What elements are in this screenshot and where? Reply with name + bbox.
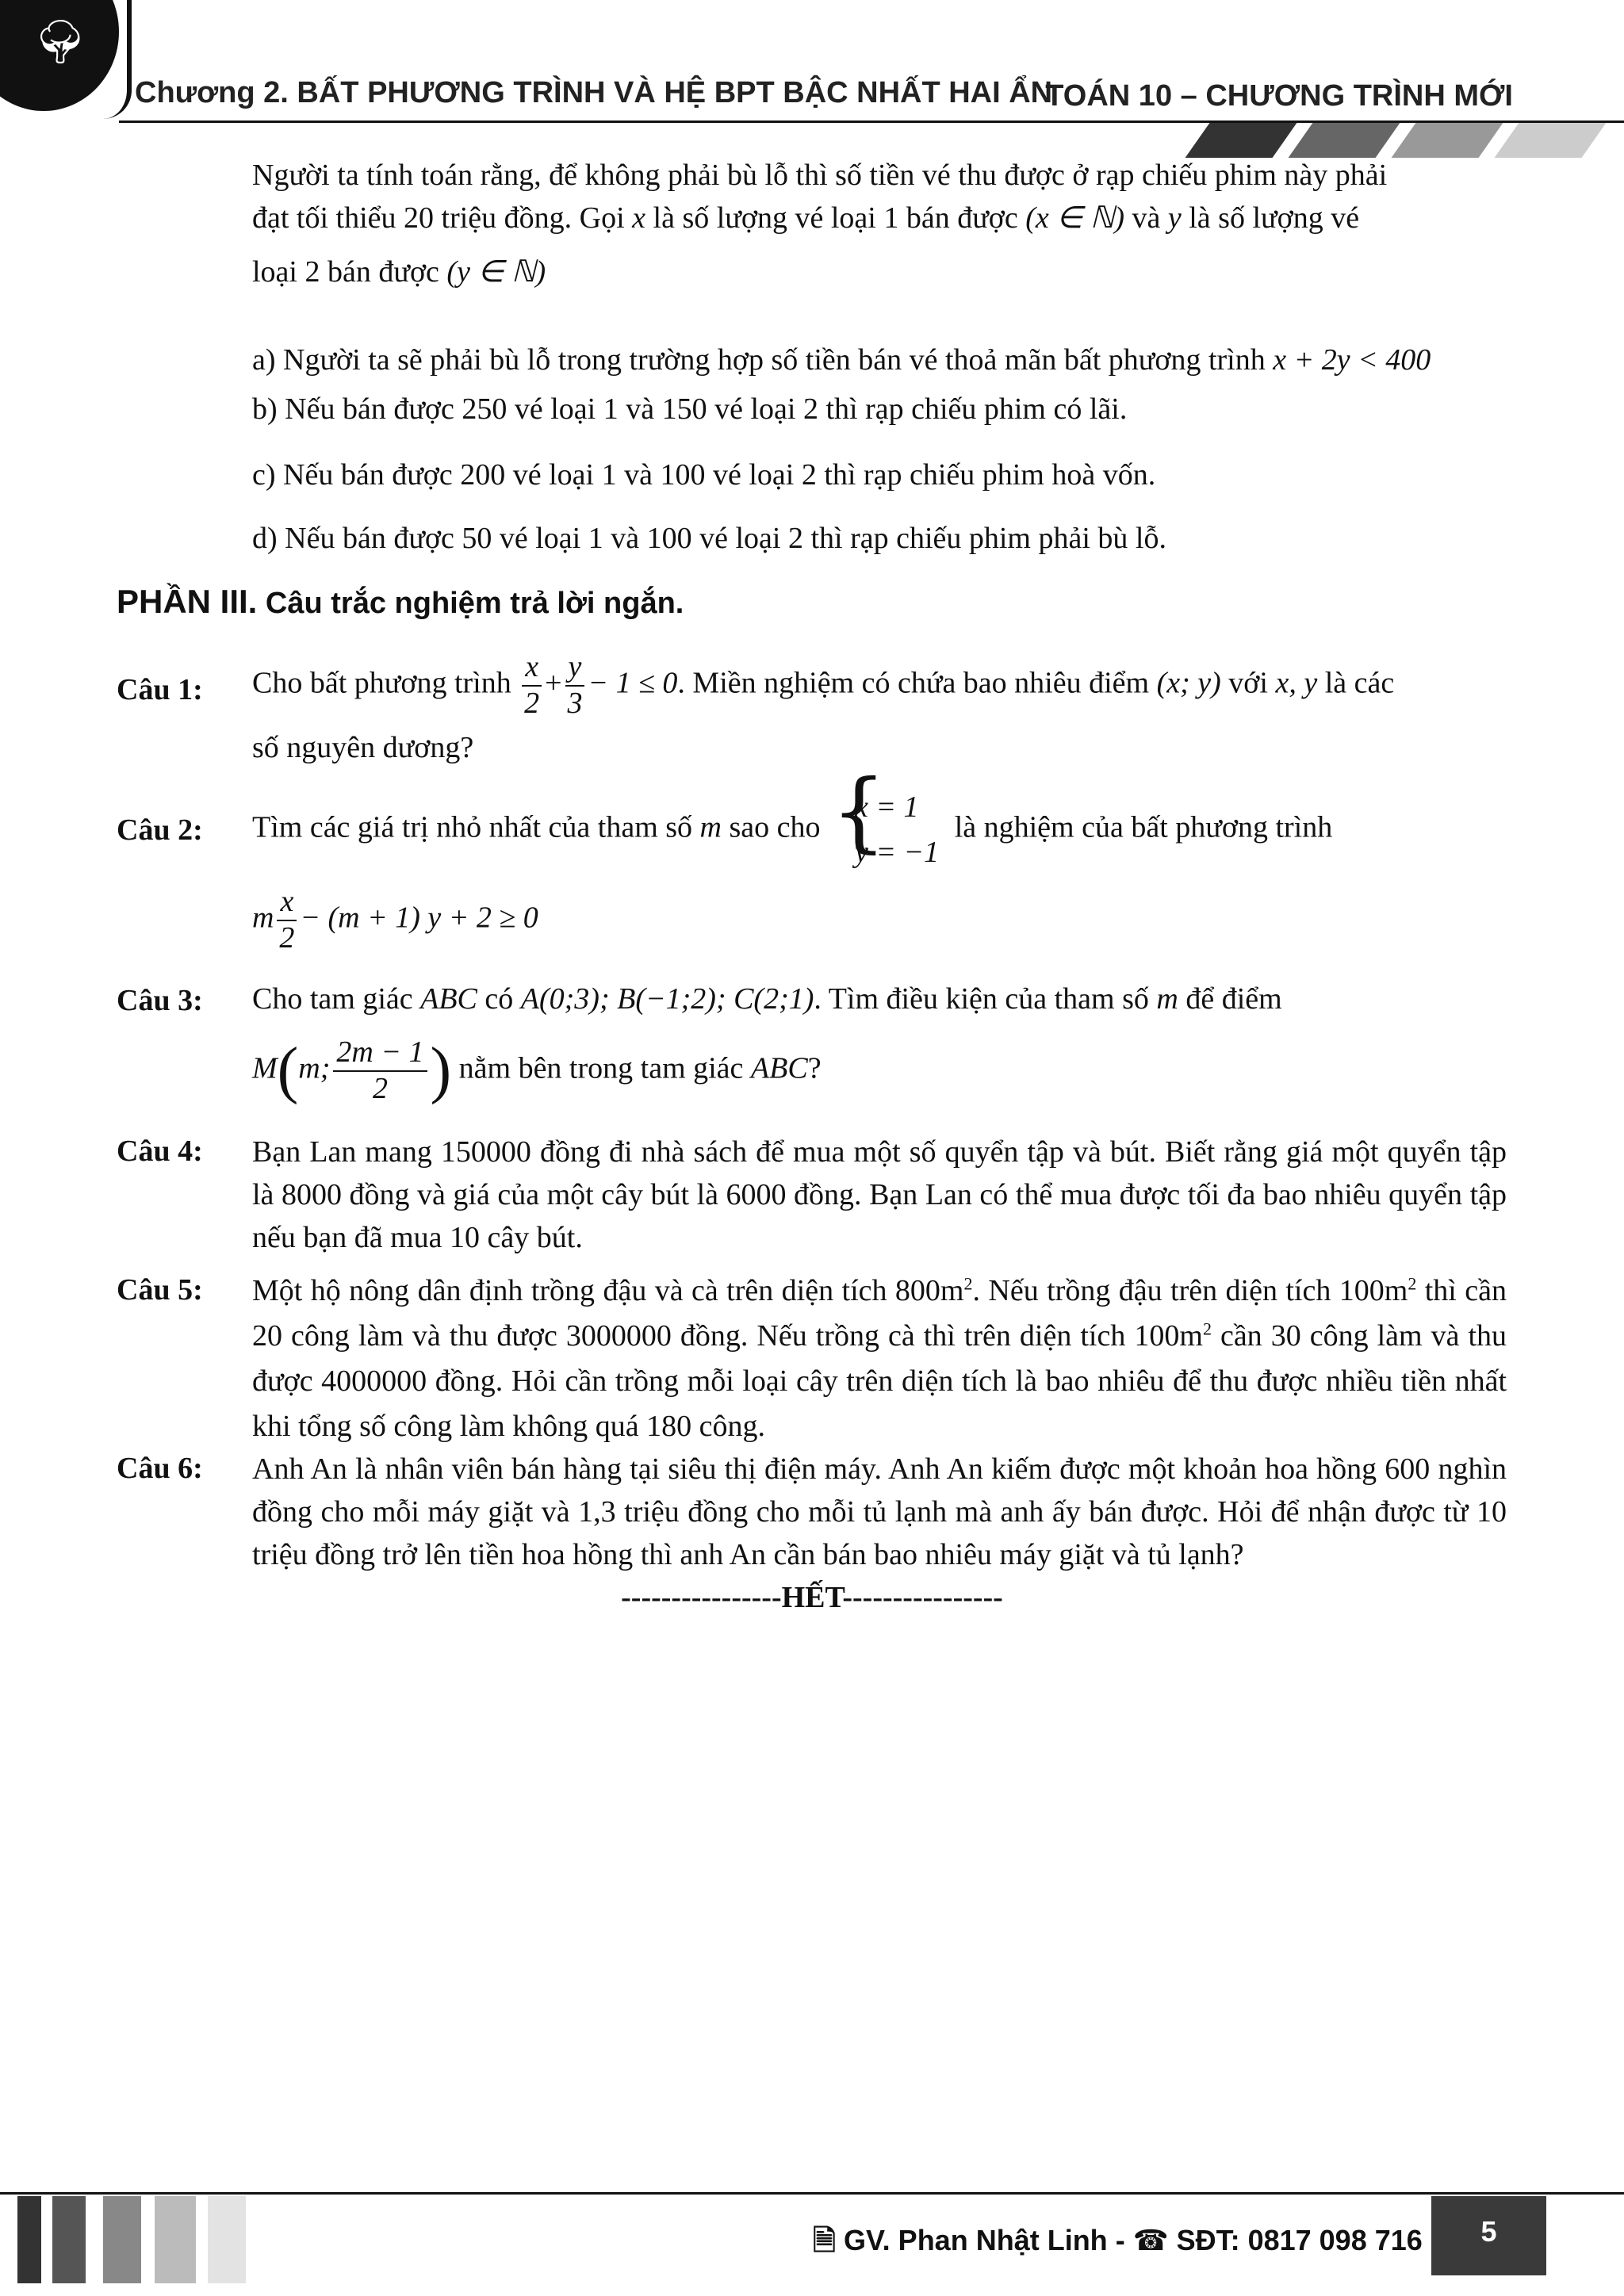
- question-2-label: Câu 2:: [117, 813, 203, 847]
- header-stripes: [1174, 123, 1624, 158]
- question-3-label: Câu 3:: [117, 984, 203, 1017]
- question-5-text: Một hộ nông dân định trồng đậu và cà trên diện tích $800m^2$. Nếu trồng đậu trên diện tích $100m^2$ thì cần 20 công làm và thu được 3000000 đồng. Nếu trồng cà thì trên diện tích $100m^2$ cần 30 công làm và thu được 4000000 đồng. Hỏi cần trồng mỗi loại cây trên diện tích là bao nhiêu để thu được nhiều tiền nhất khi tổng số công làm không quá 180 công.: [252, 1273, 1507, 1443]
- phone-number: SĐT: 0817 098 716: [1176, 2224, 1423, 2256]
- chapter-title: Chương 2. BẤT PHƯƠNG TRÌNH VÀ HỆ BPT BẬC NHẤT HAI ẨN: [135, 76, 1053, 109]
- footer-credit: 🗎 GV. Phan Nhật Linh - ☎ SĐT: 0817 098 716: [813, 2224, 1423, 2257]
- question-4-label: Câu 4:: [117, 1135, 203, 1168]
- telephone-icon: ☎: [1132, 2225, 1169, 2257]
- question-4-text: Bạn Lan mang 150000 đồng đi nhà sách để mua một số quyển tập và bút. Biết rằng giá một quyển tập là 8000 đồng và giá của một cây bút là 6000 đồng. Bạn Lan có thể mua được tối đa bao nhiêu quyển tập nếu bạn đã mua 10 cây bút.: [252, 1135, 1507, 1254]
- question-6-text: Anh An là nhân viên bán hàng tại siêu thị điện máy. Anh An kiếm được một khoản hoa hồng 600 nghìn đồng cho mỗi máy giặt và 1,3 triệu đồng cho mỗi tủ lạnh mà anh ấy bán được. Hỏi để nhận được từ 10 triệu đồng trở lên tiền hoa hồng thì anh An cần bán bao nhiêu máy giặt và tủ lạnh?: [252, 1452, 1507, 1571]
- statement-c: c) Nếu bán được 200 vé loại 1 và 100 vé loại 2 thì rạp chiếu phim hoà vốn.: [252, 458, 1156, 492]
- end-marker: ----------------HẾT----------------: [621, 1581, 1003, 1614]
- header-swoosh: [103, 0, 132, 119]
- statement-d: d) Nếu bán được 50 vé loại 1 và 100 vé loại 2 thì rạp chiếu phim phải bù lỗ.: [252, 522, 1166, 555]
- page-number: 5: [1431, 2196, 1546, 2275]
- course-title: TOÁN 10 – CHƯƠNG TRÌNH MỚI: [1045, 79, 1513, 113]
- logo-circle: [0, 0, 119, 111]
- question-3-text: Cho tam giác ABC có A(0;3); B(−1;2); C(2;1). Tìm điều kiện của tham số m để điểm M(m; $\frac{2m - 1}{2}$ ) nằm bên trong tam giác ABC?: [252, 982, 1282, 1105]
- question-1-label: Câu 1:: [117, 673, 203, 706]
- section-title: PHẦN III.: [117, 583, 258, 620]
- teacher-name: GV. Phan Nhật Linh: [843, 2224, 1108, 2256]
- section-subtitle: Câu trắc nghiệm trả lời ngắn.: [265, 587, 684, 620]
- section-heading: [117, 583, 684, 621]
- footer-divider: [0, 2192, 1624, 2195]
- question-2-text: Tìm các giá trị nhỏ nhất của tham số m sao cho { x = 1 y = −1 là nghiệm của bất phương trình m $\frac{x}{2}$ − (m + 1) y + 2 ≥ 0: [252, 785, 1507, 955]
- intro-paragraph: [252, 155, 1507, 294]
- intro-line-2: đạt tối thiểu 20 triệu đồng. Gọi x là số lượng vé loại 1 bán được (x ∈ ℕ) và y là số lượng vé: [252, 201, 1360, 235]
- tree-icon: 🌳︎: [33, 17, 87, 67]
- intro-line-1: Người ta tính toán rằng, để không phải bù lỗ thì số tiền vé thu được ở rạp chiếu phim này phải: [252, 159, 1388, 192]
- question-5-label: Câu 5:: [117, 1273, 203, 1307]
- statement-b: b) Nếu bán được 250 vé loại 1 và 150 vé loại 2 thì rạp chiếu phim có lãi.: [252, 392, 1128, 426]
- intro-line-3: loại 2 bán được (y ∈ ℕ): [252, 254, 546, 289]
- document-icon: 🗎: [813, 2225, 836, 2257]
- question-1-text: Cho bất phương trình $\frac{x}{2}$ + $\frac{y}{3}$ − 1 ≤ 0. Miền nghiệm có chứa bao nhiêu điểm (x; y) với x, y là các số nguyên dương?: [252, 650, 1395, 765]
- question-6-label: Câu 6:: [117, 1452, 203, 1485]
- statement-a: a) Người ta sẽ phải bù lỗ trong trường hợp số tiền bán vé thoả mãn bất phương trình x + 2y < 400: [252, 343, 1431, 377]
- equation-system: { x = 1 y = −1: [836, 785, 939, 875]
